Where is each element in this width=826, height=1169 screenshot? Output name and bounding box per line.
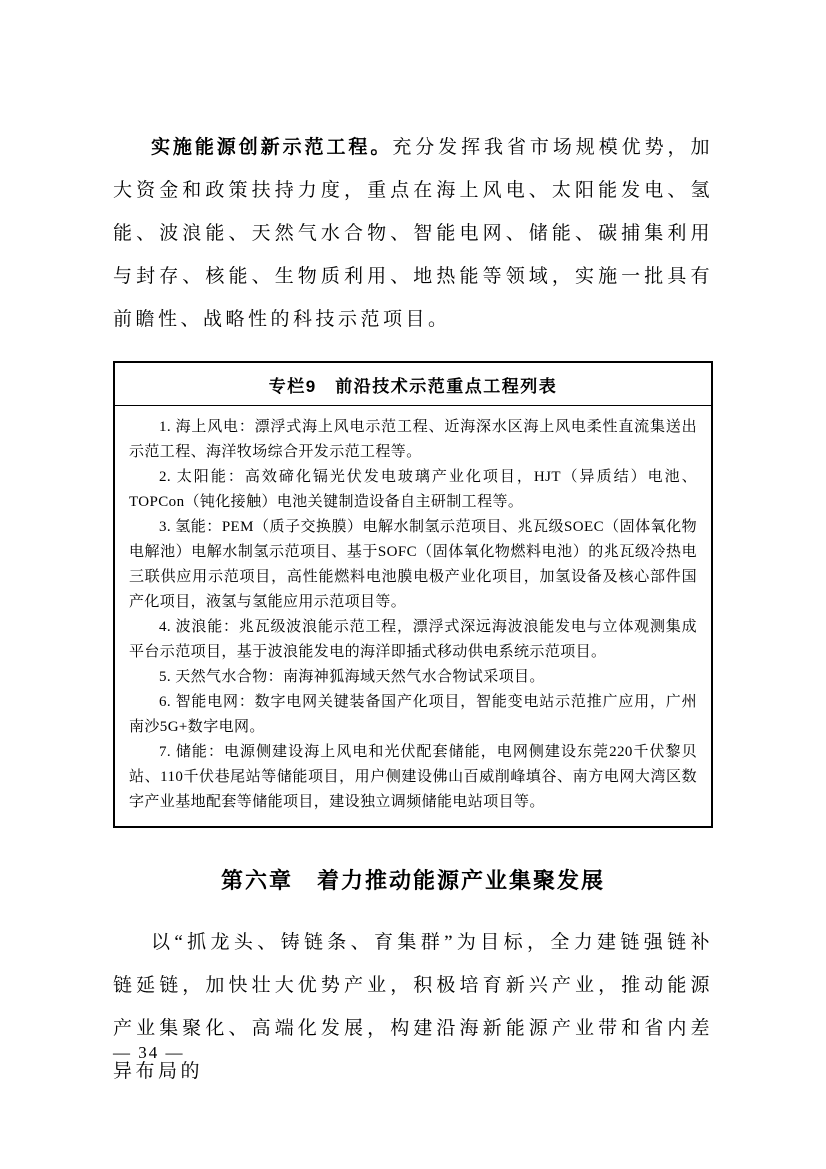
- box-item-wave-energy: 4. 波浪能：兆瓦级波浪能示范工程，漂浮式深远海波浪能发电与立体观测集成平台示范项目，基于波浪能发电的海洋即插式移动供电系统示范项目。: [129, 619, 697, 660]
- paragraph-intro: [113, 126, 713, 341]
- chapter-heading: 第六章 着力推动能源产业集聚发展: [220, 868, 605, 893]
- box-item-smart-grid: 6. 智能电网：数字电网关键装备国产化项目，智能变电站示范推广应用，广州南沙5G+数字电网。: [129, 694, 697, 735]
- box-item-offshore-wind: 1. 海上风电：漂浮式海上风电示范工程、近海深水区海上风电柔性直流集送出示范工程、海洋牧场综合开发示范工程等。: [129, 419, 697, 460]
- column-box-body: [115, 406, 711, 826]
- box-item-gas-hydrate: 5. 天然气水合物：南海神狐海域天然气水合物试采项目。: [159, 669, 545, 685]
- paragraph-intro-body: 充分发挥我省市场规模优势，加大资金和政策扶持力度，重点在海上风电、太阳能发电、氢能、波浪能、天然气水合物、智能电网、储能、碳捕集利用与封存、核能、生物质利用、地热能等领域，实施一批具有前瞻性、战略性的科技示范项目。: [113, 137, 713, 330]
- page-number: — 34 —: [113, 1043, 185, 1062]
- paragraph-goal: 以“抓龙头、铸链条、育集群”为目标，全力建链强链补链延链，加快壮大优势产业，积极培育新兴产业，推动能源产业集聚化、高端化发展，构建沿海新能源产业带和省内差异布局的: [113, 932, 713, 1082]
- box-item-energy-storage: 7. 储能：电源侧建设海上风电和光伏配套储能，电网侧建设东莞220千伏黎贝站、110千伏巷尾站等储能项目，用户侧建设佛山百威削峰填谷、南方电网大湾区数字产业基地配套等储能项目，建设独立调频储能电站项目等。: [129, 744, 697, 810]
- box-item-hydrogen: 3. 氢能：PEM（质子交换膜）电解水制氢示范项目、兆瓦级SOEC（固体氧化物电解池）电解水制氢示范项目、基于SOFC（固体氧化物燃料电池）的兆瓦级冷热电三联供应用示范项目，高性能燃料电池膜电极产业化项目，加氢设备及核心部件国产化项目，液氢与氢能应用示范项目等。: [129, 519, 697, 610]
- box-item-solar: 2. 太阳能：高效碲化镉光伏发电玻璃产业化项目，HJT（异质结）电池、TOPCon（钝化接触）电池关键制造设备自主研制工程等。: [129, 469, 697, 510]
- column-box-title: 专栏9 前沿技术示范重点工程列表: [115, 363, 711, 406]
- column-box: [113, 361, 713, 828]
- paragraph-intro-lead: 实施能源创新示范工程。: [151, 137, 393, 158]
